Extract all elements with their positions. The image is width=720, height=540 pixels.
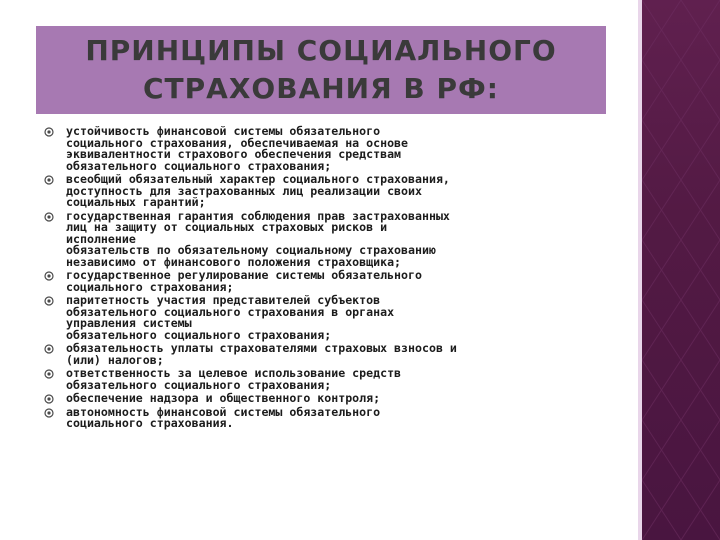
list-item-text: автономность финансовой системы обязательного социального страхования. [66,404,381,430]
decorative-side-panel [642,0,720,540]
list-item-text: устойчивость финансовой системы обязательного социального страхования, обеспечиваемая на основе эквивалентности страхового обеспечения средствам обязательного социального страхования; [66,124,409,173]
circled-dot-bullet-icon [44,296,54,306]
list-item [44,126,624,172]
circled-dot-bullet-icon [44,271,54,281]
list-item [44,270,624,293]
circled-dot-bullet-icon [44,369,54,379]
circled-dot-bullet-icon [44,394,54,404]
list-item [44,368,624,391]
list-item [44,343,624,366]
list-item [44,208,624,269]
diamond-pattern-icon [642,0,720,540]
list-item-text: государственная гарантия соблюдения прав застрахованных лиц на защиту от социальных страховых рисков и исполнение обязательств по обязательному социальному страхованию независимо от финансового положения страховщика; [66,208,450,269]
slide-title-line-2: СТРАХОВАНИЯ В РФ: [143,72,499,105]
list-item [44,174,624,209]
list-item [44,295,624,341]
list-item-text: обеспечение надзора и общественного контроля; [66,391,381,405]
list-item-text: паритетность участия представителей субъектов обязательного социального страхования в органах управления системы обязательного социального страхования; [66,293,395,342]
list-item-text: обязательность уплаты страхователями страховых взносов и (или) налогов; [66,341,457,367]
circled-dot-bullet-icon [44,344,54,354]
list-item [44,404,624,430]
list-item-text: ответственность за целевое использование средств обязательного социального страхования; [66,366,402,392]
list-item-text: всеобщий обязательный характер социального страхования, доступность для застрахованных лиц реализации своих социальных гарантий; [66,172,450,209]
circled-dot-bullet-icon [44,212,54,222]
slide-title-line-1: ПРИНЦИПЫ СОЦИАЛЬНОГО [85,34,557,67]
list-item [44,393,624,405]
circled-dot-bullet-icon [44,175,54,185]
circled-dot-bullet-icon [44,408,54,418]
principles-list [44,126,624,432]
circled-dot-bullet-icon [44,127,54,137]
title-band [36,26,606,114]
list-item-text: государственное регулирование системы обязательного социального страхования; [66,268,422,294]
